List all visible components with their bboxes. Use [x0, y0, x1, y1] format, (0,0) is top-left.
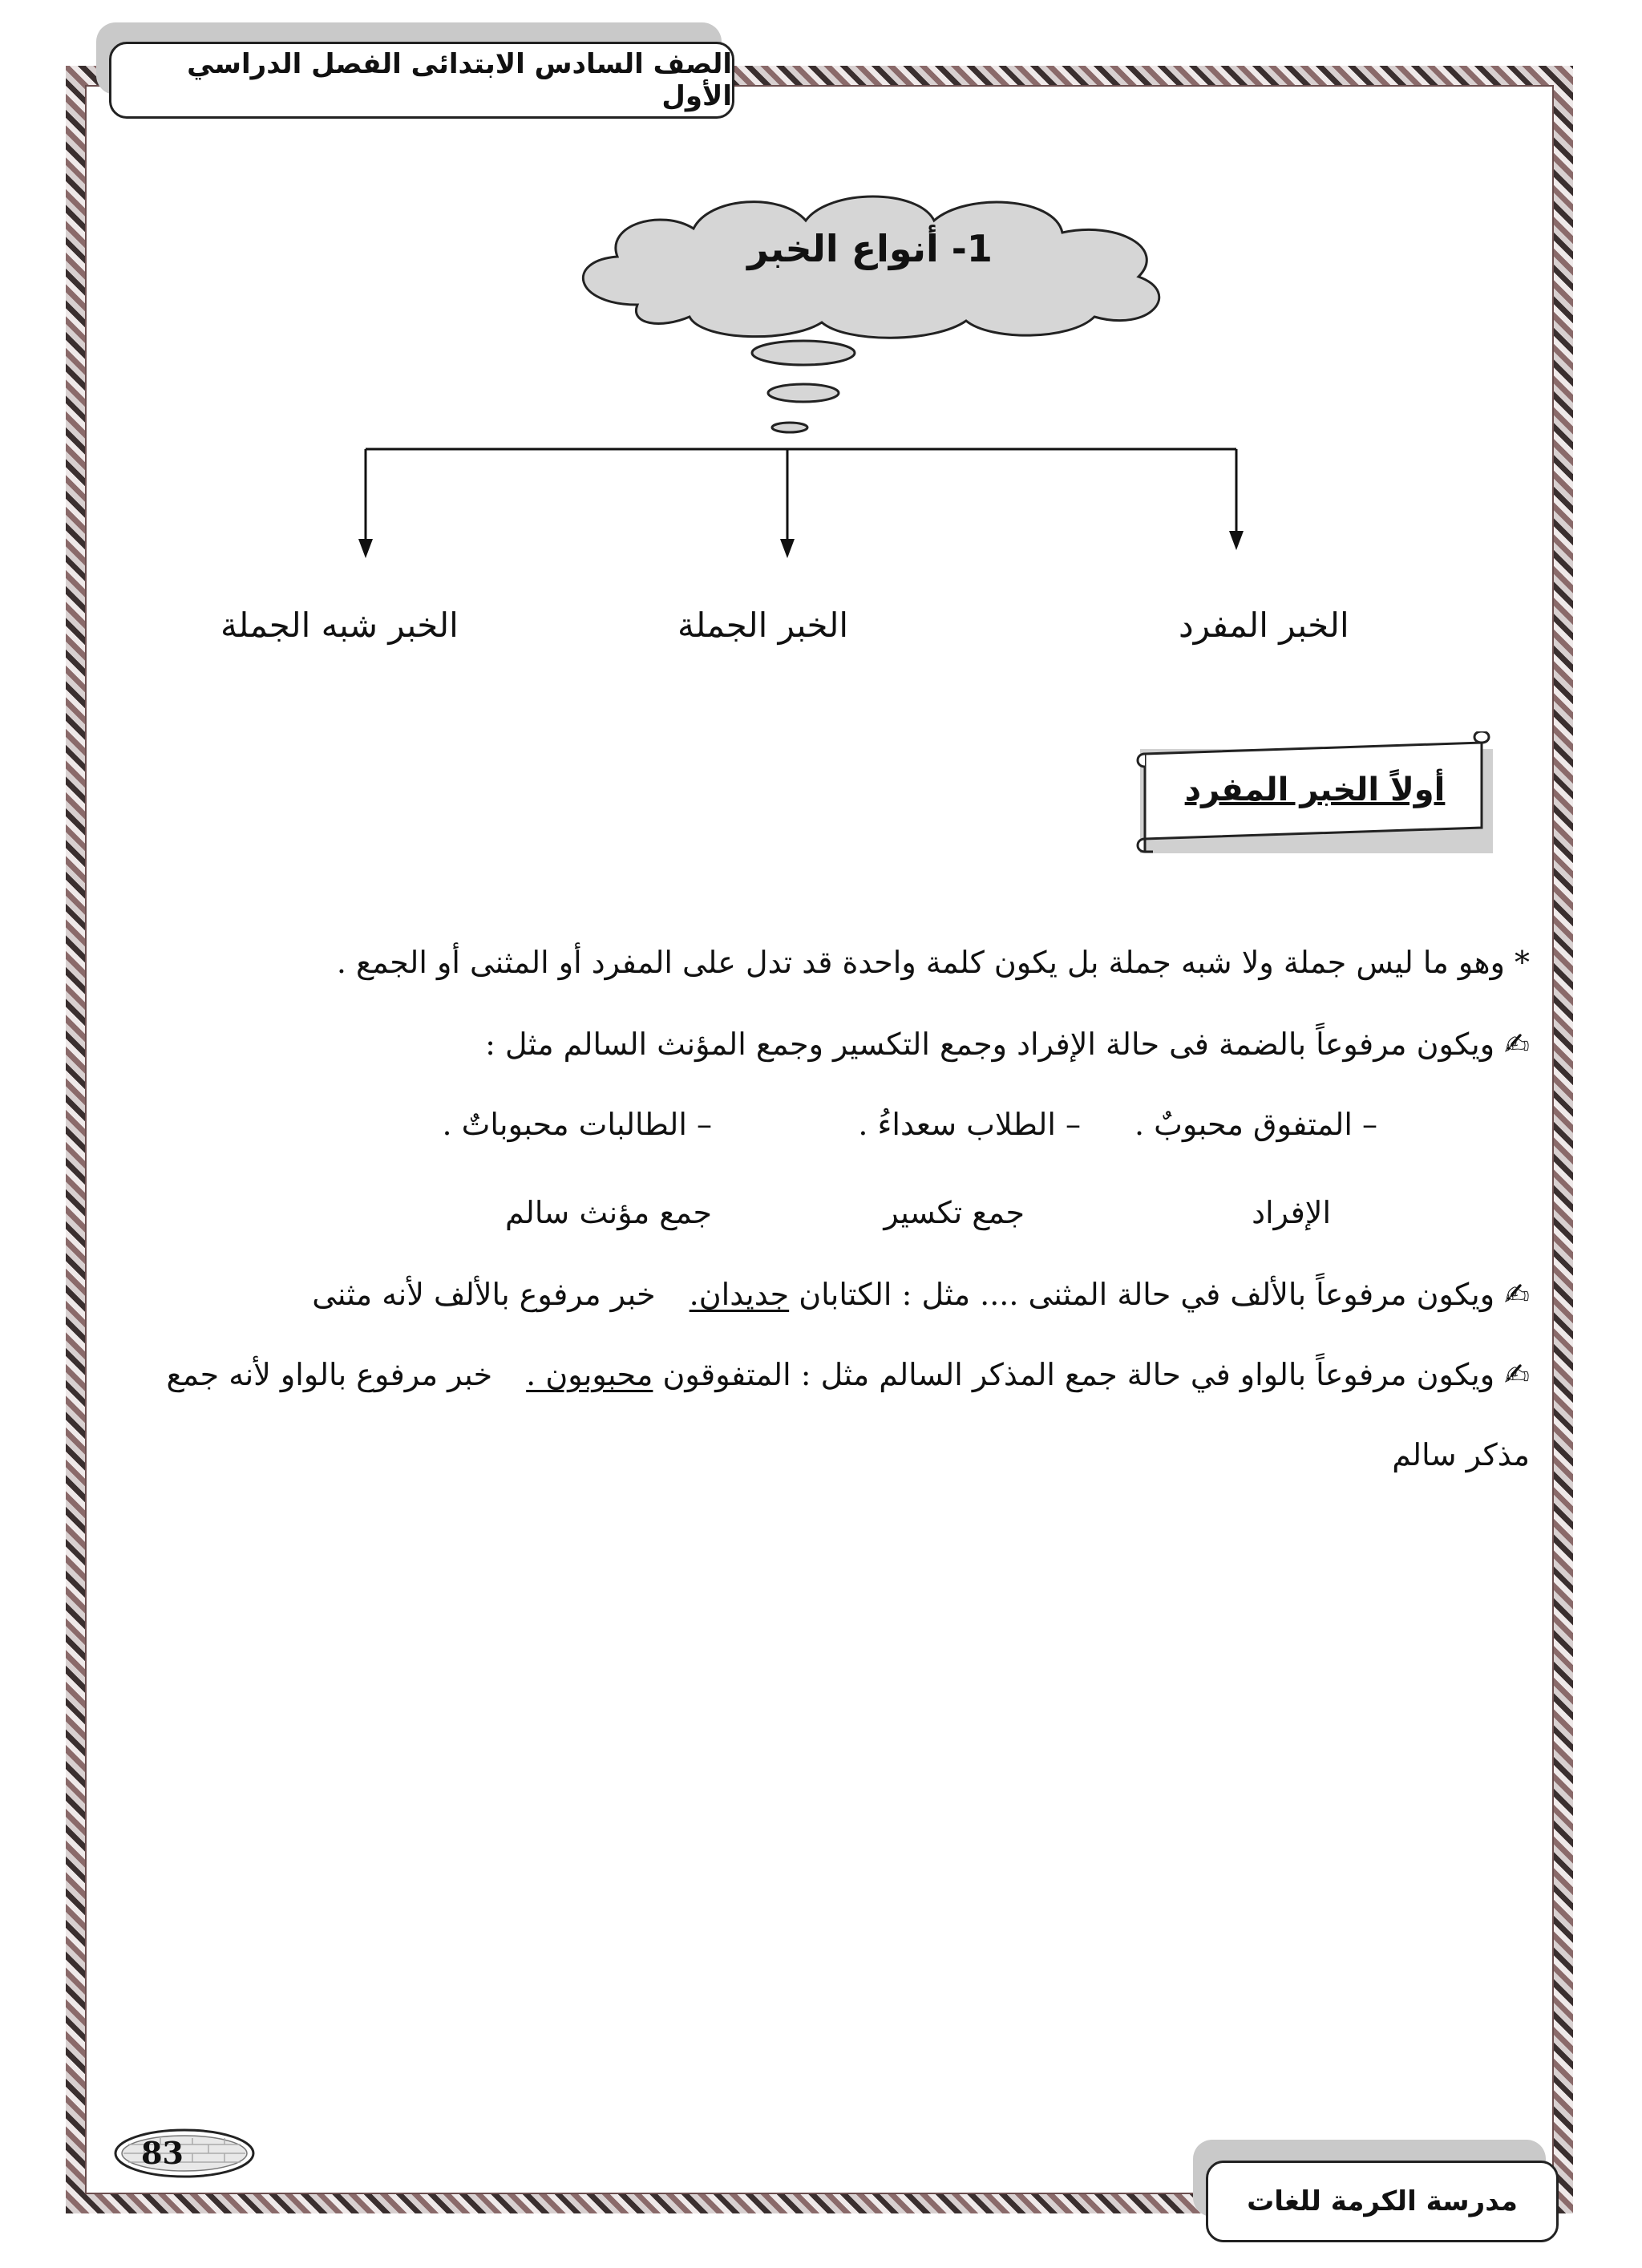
alef-rule-text: ويكون مرفوعاً بالألف في حالة المثنى .... مثل : الكتابان	[799, 1277, 1495, 1312]
branch-mufrad: الخبر المفرد	[1179, 605, 1349, 645]
header-title: الصف السادس الابتدائى الفصل الدراسي الأول	[109, 42, 734, 119]
page-number: 83	[141, 2135, 184, 2171]
waw-note: خبر مرفوع بالواو لأنه جمع	[166, 1357, 493, 1392]
pen-icon: ✍	[1504, 1027, 1530, 1062]
page-number-badge	[112, 2127, 257, 2180]
cloud-title: 1- أنواع الخبر	[747, 227, 993, 270]
alef-note: خبر مرفوع بالألف لأنه مثنى	[312, 1277, 656, 1312]
waw-rule-text: ويكون مرفوعاً بالواو في حالة جمع المذكر السالم مثل : المتفوقون	[662, 1357, 1495, 1392]
example-3: – الطالبات محبوباتٌ .	[442, 1107, 712, 1142]
damma-rule	[485, 1027, 1530, 1062]
branch-shibh-jumla: الخبر شبه الجملة	[220, 605, 459, 645]
example-2: – الطلاب سعداءُ .	[858, 1107, 1081, 1142]
waw-rule-continued: مذكر سالم	[1392, 1437, 1530, 1472]
waw-example-word: محبوبون .	[526, 1357, 653, 1392]
example-label-ifrad: الإفراد	[1252, 1195, 1331, 1230]
example-label-muannath: جمع مؤنث سالم	[504, 1195, 712, 1230]
pen-icon: ✍	[1504, 1277, 1530, 1312]
waw-rule	[166, 1357, 1530, 1392]
damma-rule-text: ويكون مرفوعاً بالضمة فى حالة الإفراد وجمع التكسير وجمع المؤنث السالم مثل :	[485, 1027, 1495, 1062]
pen-icon: ✍	[1504, 1357, 1530, 1392]
alef-rule	[312, 1277, 1530, 1312]
definition-text: * وهو ما ليس جملة ولا شبه جملة بل يكون كلمة واحدة قد تدل على المفرد أو المثنى أو الجمع .	[336, 945, 1530, 980]
alef-example-word: جديدان.	[689, 1277, 790, 1312]
example-label-taksir: جمع تكسير	[884, 1195, 1025, 1230]
footer-school: مدرسة الكرمة للغات	[1206, 2161, 1559, 2242]
example-1: – المتفوق محبوبٌ .	[1134, 1107, 1377, 1142]
branch-jumla: الخبر الجملة	[677, 605, 849, 645]
section-title: أولاً الخبر المفرد	[1184, 772, 1446, 808]
